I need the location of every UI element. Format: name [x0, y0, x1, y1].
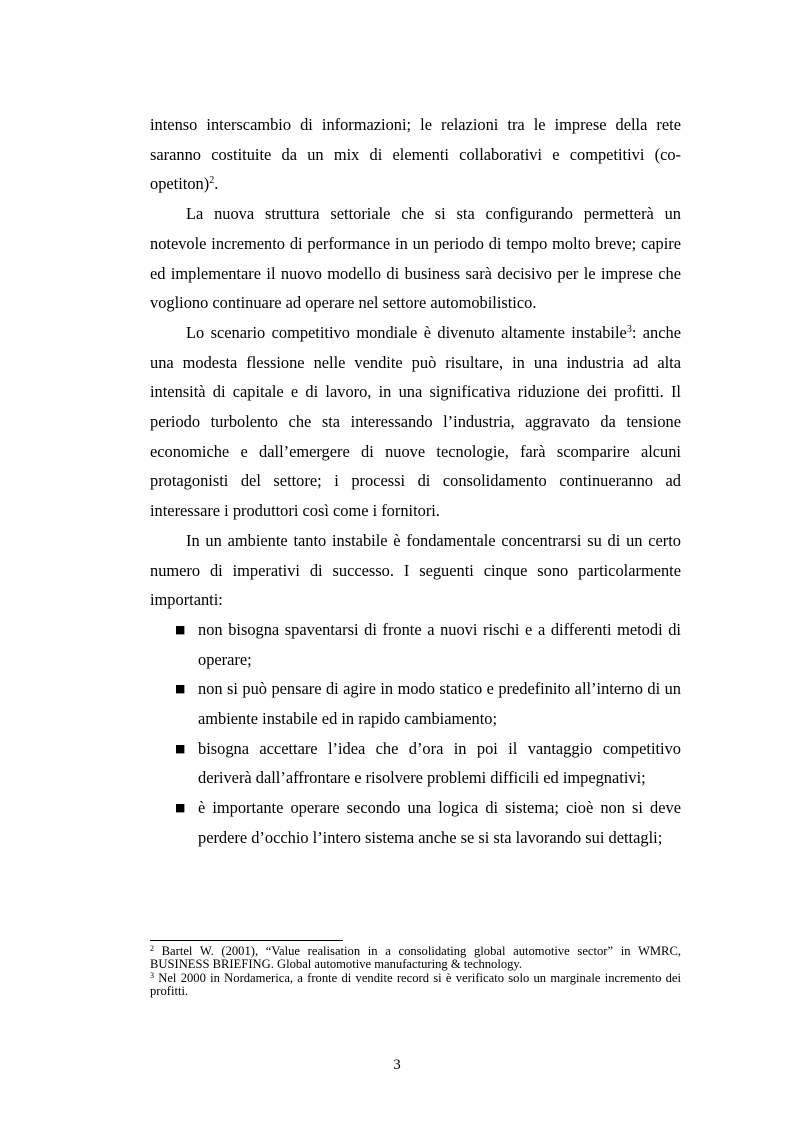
body-text: [150, 110, 681, 853]
footnote-2: [150, 945, 681, 972]
paragraph-3-rest: : anche una modesta flessione nelle vendite può risultare, in una industria ad alta intensità di capitale e di lavoro, in una significativa riduzione dei profitti. Il periodo turbolento che sta interessando l’industria, aggravato da tensione economiche e dall’emergere di nuove tecnologie, farà scomparire alcuni protagonisti del settore; i processi di consolidamento continueranno ad interessare i produttori così come i fornitori.: [150, 322, 681, 521]
paragraph-2: La nuova struttura settoriale che si sta configurando permetterà un notevole incremento di performance in un periodo di tempo molto breve; capire ed implementare il nuovo modello di business sarà decisivo per le imprese che vogliono continuare ad operare nel settore automobilistico.: [150, 204, 681, 313]
list-item: [150, 734, 681, 793]
list-item-text: è importante operare secondo una logica di sistema; cioè non si deve perdere d’occhio l’intero sistema anche se si sta lavorando sui dettagli;: [198, 798, 681, 847]
list-item-text: non si può pensare di agire in modo statico e predefinito all’interno di un ambiente instabile ed in rapido cambiamento;: [198, 679, 681, 729]
paragraph-3-start: Lo scenario competitivo mondiale è divenuto altamente instabile: [186, 322, 627, 342]
paragraph-1-text: intenso interscambio di informazioni; le relazioni tra le imprese della rete saranno costituite da un mix di elementi collaborativi e competitivi (co-opetiton): [150, 115, 681, 194]
list-item: [150, 615, 681, 674]
list-item: [150, 793, 681, 852]
square-bullet-icon: ■: [175, 801, 186, 815]
footnote-ref-3[interactable]: 3: [626, 323, 632, 335]
square-bullet-icon: ■: [175, 741, 186, 755]
imperatives-list: [150, 615, 681, 853]
footnote-2-text: Bartel W. (2001), “Value realisation in a consolidating global automotive sector” in WMRC, BUSINESS BRIEFING. Global automotive manufacturing & technology.: [150, 944, 681, 972]
footnotes: [150, 945, 681, 999]
square-bullet-icon: ■: [175, 622, 186, 636]
list-item: [150, 674, 681, 733]
paragraph-1: [150, 110, 681, 199]
footnote-2-number: 2: [150, 944, 154, 953]
paragraph-4: In un ambiente tanto instabile è fondamentale concentrarsi su di un certo numero di imperativi di successo. I seguenti cinque sono particolarmente importanti:: [150, 530, 681, 610]
list-item-text: bisogna accettare l’idea che d’ora in poi il vantaggio competitivo deriverà dall’affrontare e risolvere problemi difficili ed impegnativi;: [198, 738, 681, 788]
page-number: 3: [393, 1057, 401, 1073]
paragraph-3: [150, 318, 681, 526]
footnote-ref-2[interactable]: 2: [209, 175, 215, 187]
footnote-3: [150, 972, 681, 999]
footnote-3-text: Nel 2000 in Nordamerica, a fronte di vendite record si è verificato solo un marginale incremento dei profitti.: [150, 970, 681, 999]
footnote-separator: [150, 940, 343, 941]
footnote-3-number: 3: [150, 970, 154, 980]
list-item-text: non bisogna spaventarsi di fronte a nuovi rischi e a differenti metodi di operare;: [198, 619, 681, 669]
paragraph-1-end: .: [214, 174, 219, 194]
square-bullet-icon: ■: [175, 682, 186, 696]
